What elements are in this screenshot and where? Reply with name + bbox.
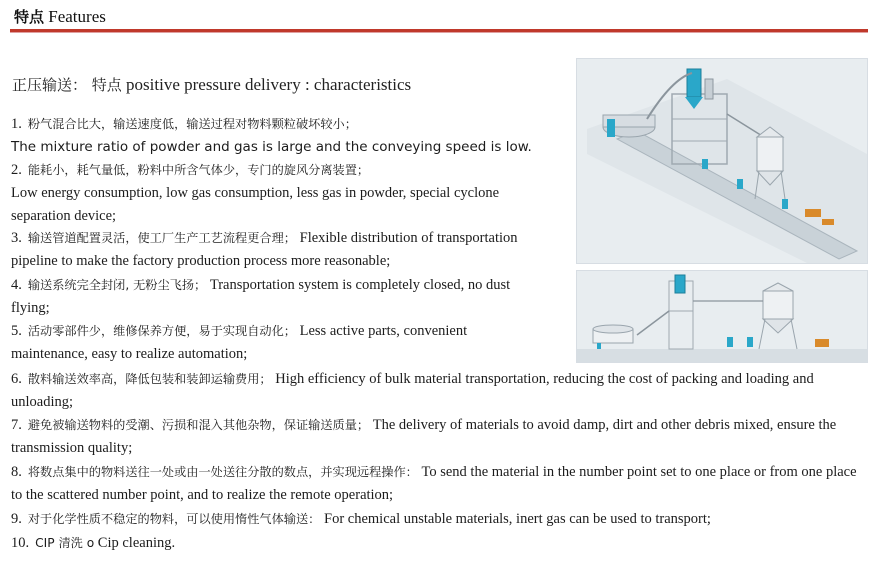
subtitle-en: positive pressure delivery : characteristics xyxy=(126,75,412,94)
header-divider xyxy=(10,29,868,33)
feature-number: 9. xyxy=(11,511,22,527)
feature-text-en: Low energy consumption, low gas consumption, less gas in powder, special cyclone separation device; xyxy=(11,185,500,224)
feature-item-2 xyxy=(11,159,556,228)
feature-text-zh: 散料输送效率高，降低包装和装卸运输费用； xyxy=(27,372,272,386)
section-title xyxy=(14,6,106,27)
feature-text-en: Less active parts, convenient maintenance, easy to realize automation; xyxy=(11,323,468,362)
feature-text-en: The delivery of materials to avoid damp, dirt and other debris mixed, ensure the transmission quality; xyxy=(11,417,837,456)
feature-number: 7. xyxy=(11,417,22,433)
feature-number: 5. xyxy=(11,323,22,339)
feature-text-zh: 避免被输送物料的受潮、污损和混入其他杂物，保证输送质量； xyxy=(27,418,370,432)
feature-text-en: Flexible distribution of transportation pipeline to make the factory production process more reasonable; xyxy=(11,230,518,269)
feature-item-10 xyxy=(11,532,871,555)
section-title-en: Features xyxy=(48,7,106,26)
feature-number: 10. xyxy=(11,535,30,551)
feature-number: 8. xyxy=(11,464,22,480)
feature-text-en: High efficiency of bulk material transportation, reducing the cost of packing and loading and unloading; xyxy=(11,371,814,410)
feature-number: 4. xyxy=(11,277,22,293)
feature-text-zh: 输送系统完全封闭, 无粉尘飞扬； xyxy=(27,278,207,292)
feature-text-en: For chemical unstable materials, inert gas can be used to transport; xyxy=(324,511,711,527)
feature-text-zh: 活动零部件少，维修保养方便，易于实现自动化； xyxy=(27,324,296,338)
subtitle xyxy=(12,74,411,95)
feature-item-8 xyxy=(11,461,871,507)
feature-number: 2. xyxy=(11,162,22,178)
feature-text-en: To send the material in the number point set to one place or from one place to the scattered number point, and to realize the remote operation; xyxy=(11,464,857,503)
feature-text-zh: 粉气混合比大，输送速度低，输送过程对物料颗粒破坏较小； xyxy=(27,117,357,131)
feature-text-en: Cip cleaning. xyxy=(97,535,176,551)
feature-text-zh: CIP 清洗 o xyxy=(35,536,95,550)
feature-item-5 xyxy=(11,320,511,366)
feature-number: 3. xyxy=(11,230,22,246)
feature-text-zh: 能耗小，耗气量低，粉料中所含气体少，专门的旋风分离装置； xyxy=(27,163,370,177)
plant-illustration-side-view xyxy=(576,270,868,363)
subtitle-zh: 正压输送： 特点 xyxy=(12,76,122,94)
feature-item-6 xyxy=(11,368,871,414)
feature-number: 1. xyxy=(11,116,22,132)
feature-text-en: Transportation system is completely closed, no dust flying; xyxy=(11,277,511,316)
isometric-plant-drawing xyxy=(577,59,867,263)
feature-item-1 xyxy=(11,113,571,159)
feature-item-7 xyxy=(11,414,871,460)
feature-item-3 xyxy=(11,227,556,273)
feature-text-zh: 对于化学性质不稳定的物料，可以使用惰性气体输送： xyxy=(27,512,321,526)
plant-illustration-isometric xyxy=(576,58,868,264)
feature-text-en: The mixture ratio of powder and gas is large and the conveying speed is low. xyxy=(11,139,532,155)
side-view-plant-drawing xyxy=(577,271,867,362)
feature-number: 6. xyxy=(11,371,22,387)
feature-item-9 xyxy=(11,508,871,531)
section-title-zh: 特点 xyxy=(14,8,45,26)
feature-text-zh: 输送管道配置灵活，使工厂生产工艺流程更合理； xyxy=(27,231,296,245)
feature-text-zh: 将数点集中的物料送往一处或由一处送往分散的数点，并实现远程操作： xyxy=(27,465,418,479)
feature-item-4 xyxy=(11,274,531,320)
